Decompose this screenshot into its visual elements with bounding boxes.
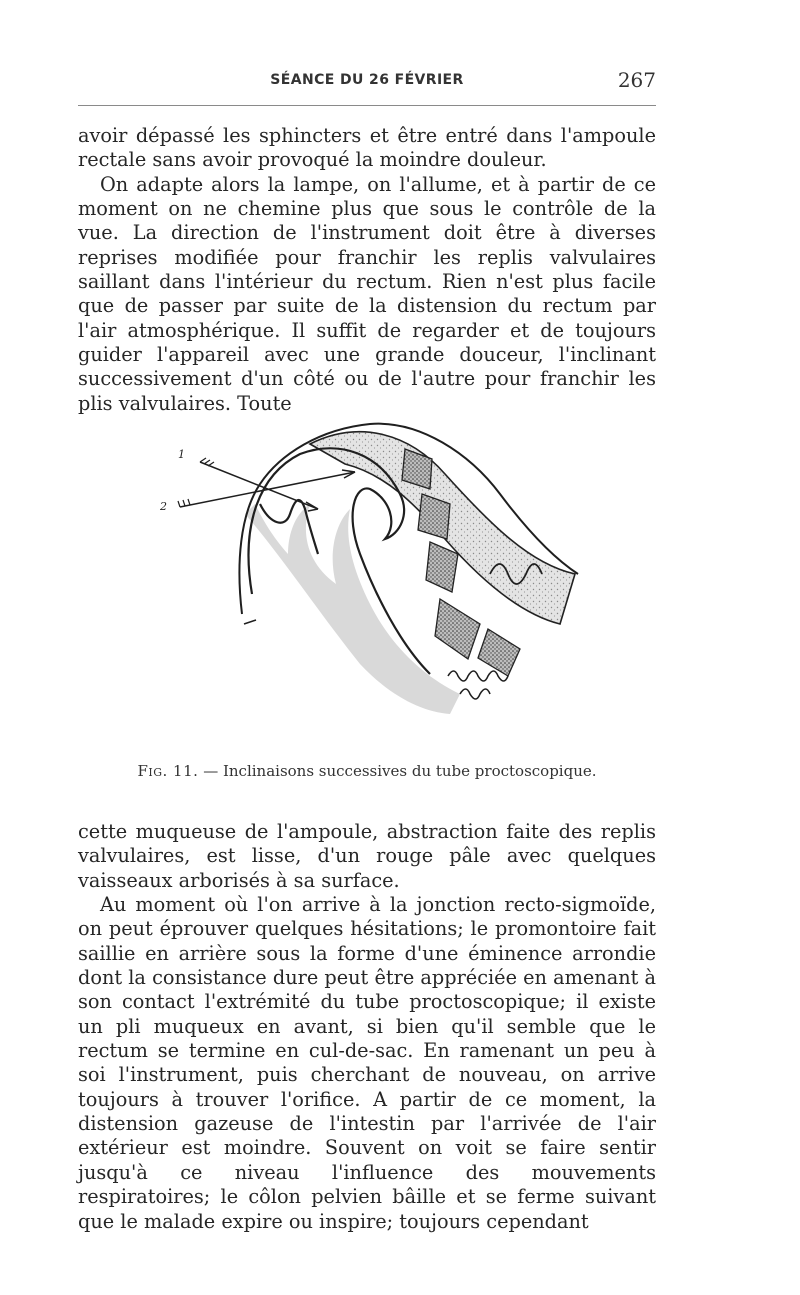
figure-caption bbox=[78, 762, 656, 780]
running-title: SÉANCE DU 26 FÉVRIER bbox=[270, 72, 464, 88]
paragraph: Au moment où l'on arrive à la jonction recto-sigmoïde, on peut éprouver quelques hésitations; le promontoire fait saillie en arrière sous la forme d'une éminence arrondie dont la consistance dure peut être appréciée en amenant à son contact l'extrémité du tube proctoscopique; il existe un pli muqueux en avant, si bien qu'il semble que le rectum se termine en cul-de-sac. En ramenant un peu à soi l'instrument, puis cherchant de nouveau, on arrive toujours à trouver l'orifice. A partir de ce moment, la distension gazeuse de l'intestin par l'arrivée de l'air extérieur est moindre. Souvent on voit se faire sentir jusqu'à ce niveau l'influence des mouvements respiratoires; le côlon pelvien bâille et se ferme suivant que le malade expire ou inspire; toujours cependant bbox=[78, 893, 656, 1233]
vertebra bbox=[478, 629, 520, 676]
pointer-mark bbox=[244, 620, 256, 624]
figure-proctoscope-illustration bbox=[160, 414, 600, 732]
page-number: 267 bbox=[617, 68, 656, 92]
page-header bbox=[78, 66, 656, 96]
body-text-after-figure bbox=[78, 820, 656, 1234]
tissue-mass bbox=[245, 504, 460, 714]
arrow-1-label: 1 bbox=[178, 448, 185, 461]
body-text-before-figure bbox=[78, 124, 656, 416]
anatomical-drawing bbox=[160, 414, 600, 732]
figure-label: Fig. 11. bbox=[137, 762, 199, 780]
paragraph: avoir dépassé les sphincters et être entré dans l'ampoule rectale sans avoir provoqué la moindre douleur. bbox=[78, 124, 656, 172]
vertebra bbox=[426, 542, 458, 592]
caption-text: — Inclinaisons successives du tube proctoscopique. bbox=[203, 762, 597, 780]
paragraph: cette muqueuse de l'ampoule, abstraction faite des replis valvulaires, est lisse, d'un rouge pâle avec quelques vaisseaux arborisés à sa surface. bbox=[78, 820, 656, 892]
vertebra bbox=[435, 599, 480, 659]
paragraph: On adapte alors la lampe, on l'allume, et à partir de ce moment on ne chemine plus que sous le contrôle de la vue. La direction de l'instrument doit être à diverses reprises modifiée pour franchir les replis valvulaires saillant dans l'intérieur du rectum. Rien n'est plus facile que de passer par suite de la distension du rectum par l'air atmosphérique. Il suffit de regarder et de toujours guider l'appareil avec une grande douceur, l'inclinant successivement d'un côté ou de l'autre pour franchir les plis valvulaires. Toute bbox=[78, 172, 656, 415]
arrow-2-line bbox=[180, 472, 355, 507]
arrow-1-line bbox=[200, 462, 318, 509]
arrow-2-label: 2 bbox=[160, 500, 167, 513]
header-rule bbox=[78, 105, 656, 106]
